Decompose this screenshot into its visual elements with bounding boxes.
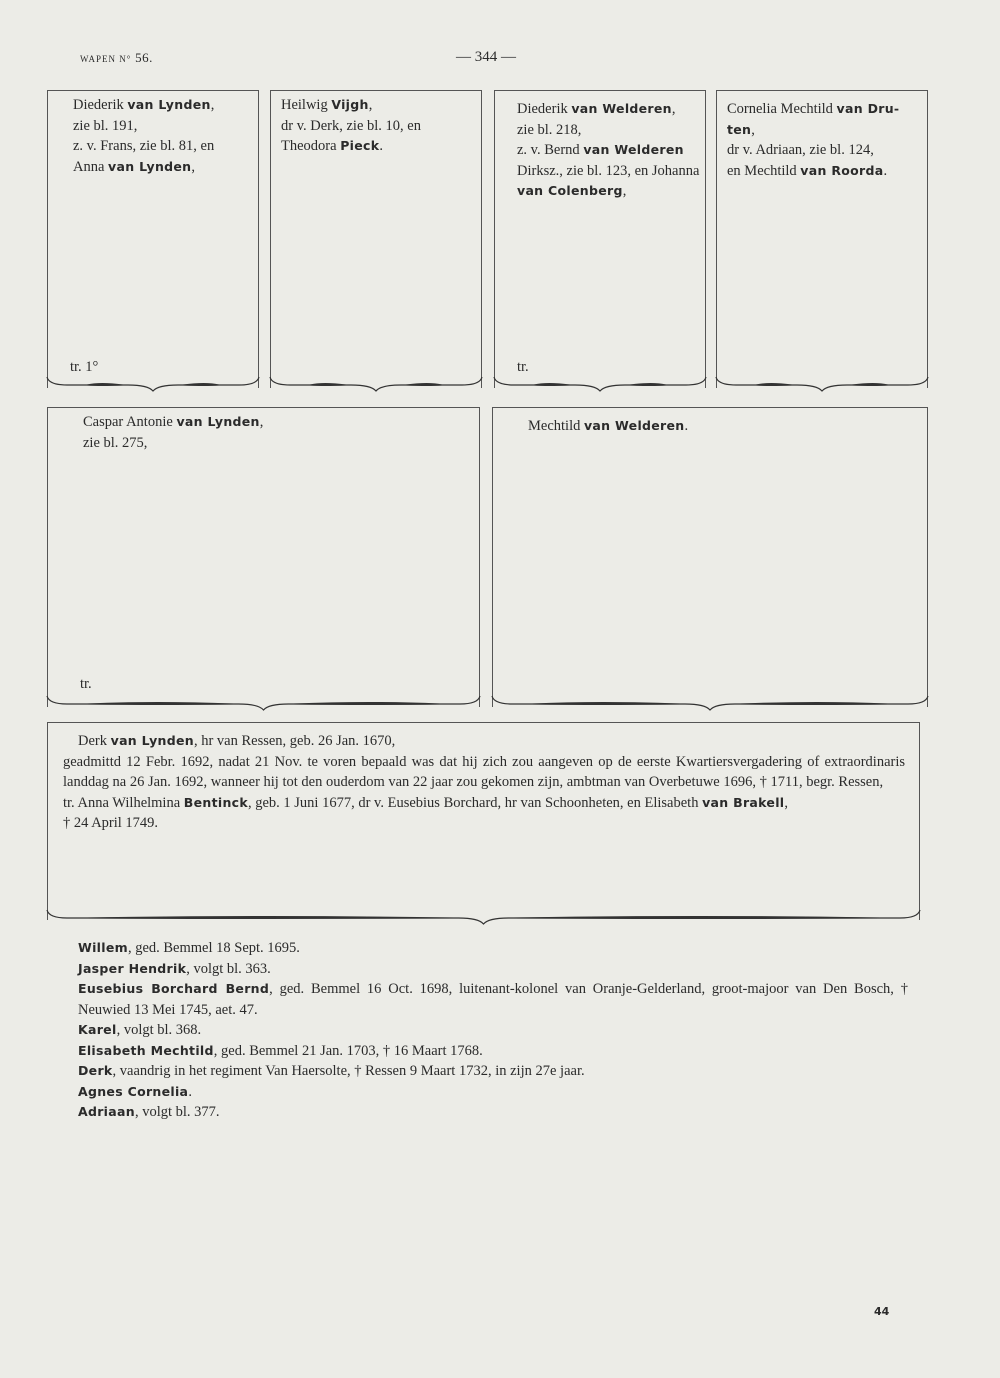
surname: Pieck [340,138,380,153]
surname: van Colenberg [517,183,623,198]
child-name: Elisabeth Mechtild [78,1042,214,1058]
child-name: Agnes Cornelia [78,1083,189,1099]
arms-label: WAPEN N° [80,54,132,64]
child-details: , ged. Bemmel 16 Oct. 1698, luitenant-kolonel van Oranje-Gelderland, groot-majoor van Den Bosch, † Neuwied 13 Mei 1745, aet. 47. [78,981,908,1018]
child-details: , volgt bl. 368. [116,1022,202,1038]
subject-marriage: tr. Anna Wilhelmina Bentinck, geb. 1 Juni 1677, dr v. Eusebius Borchard, hr van Schoonheten, en Elisabeth van Brakell, [63,794,788,811]
surname: Vijgh [331,97,369,112]
entry-line: Dirksz., zie bl. 123, en Johanna [517,162,700,179]
signature-mark: 44 [874,1305,890,1318]
entry-line: zie bl. 275, [83,434,148,451]
child-name: Derk [78,1063,113,1078]
entry-line: Diederik van Lynden, [73,97,215,113]
spouse-death: † 24 April 1749. [63,815,159,831]
subject-career: geadmittd 12 Febr. 1692, nadat 21 Nov. te voren bepaald was dat hij zich zou aangeven op de eerste Kwartiersvergadering of extraordinaris landdag na 26 Jan. 1692, wanneer hij tot den ouderdom van 22 jaar zou gekomen zijn, ambtman van Overbetuwe 1696, † 1711, begr. Ressen, [63,753,905,790]
entry-line: z. v. Frans, zie bl. 81, en [73,138,215,154]
entry-line: ten, [727,121,755,138]
entry-line: Anna van Lynden, [73,158,195,175]
entry-line: dr v. Adriaan, zie bl. 124, [727,142,874,158]
child-name: Willem [78,940,128,955]
entry-line: zie bl. 218, [517,121,582,138]
marriage-marker-3: tr. [517,359,529,375]
surname: van Welderen [571,101,672,116]
child-details: , vaandrig in het regiment Van Haersolte, † Ressen 9 Maart 1732, in zijn 27e jaar. [112,1063,585,1079]
surname: van Dru- [836,101,900,116]
entry-line: zie bl. 191, [73,117,138,134]
entry-line: dr v. Derk, zie bl. 10, en [281,117,421,134]
surname: van Lynden [108,158,192,174]
entry-line: en Mechtild van Roorda. [727,162,888,179]
child-name: Adriaan [78,1104,135,1119]
entry-line: Theodora Pieck. [281,138,383,154]
child-name: Karel [78,1022,117,1037]
surname: ten [727,121,752,137]
entry-line: Diederik van Welderen, [517,101,676,117]
entry-line: z. v. Bernd van Welderen [517,142,684,158]
entry-line: van Colenberg, [517,183,627,199]
marriage-marker-1: tr. 1° [70,359,99,375]
entry-line: Mechtild van Welderen. [528,418,689,434]
child-name: Jasper Hendrik [78,960,187,976]
entry-line: Caspar Antonie van Lynden, [83,414,264,430]
child-details: , ged. Bemmel 21 Jan. 1703, † 16 Maart 1768. [213,1042,483,1059]
surname: van Welderen [583,418,685,433]
child-details: , volgt bl. 377. [134,1104,220,1120]
subject-name-line: Derk van Lynden, hr van Ressen, geb. 26 Jan. 1670, [78,733,396,749]
entry-line: Heilwig Vijgh, [281,97,373,113]
child-details: , volgt bl. 363. [186,960,271,977]
child-details: . [188,1083,192,1100]
surname: van Roorda [800,162,884,178]
surname: van Welderen [583,142,684,157]
child-details: , ged. Bemmel 18 Sept. 1695. [127,940,300,956]
marriage-marker-parents: tr. [80,676,92,692]
child-name: Eusebius Borchard Bernd [78,981,270,996]
surname: van Lynden [176,414,260,429]
entry-line: Cornelia Mechtild van Dru- [727,101,900,117]
page-number: — 344 — [456,49,516,65]
surname: van Lynden [127,97,211,112]
arms-number-value: 56. [135,50,153,65]
